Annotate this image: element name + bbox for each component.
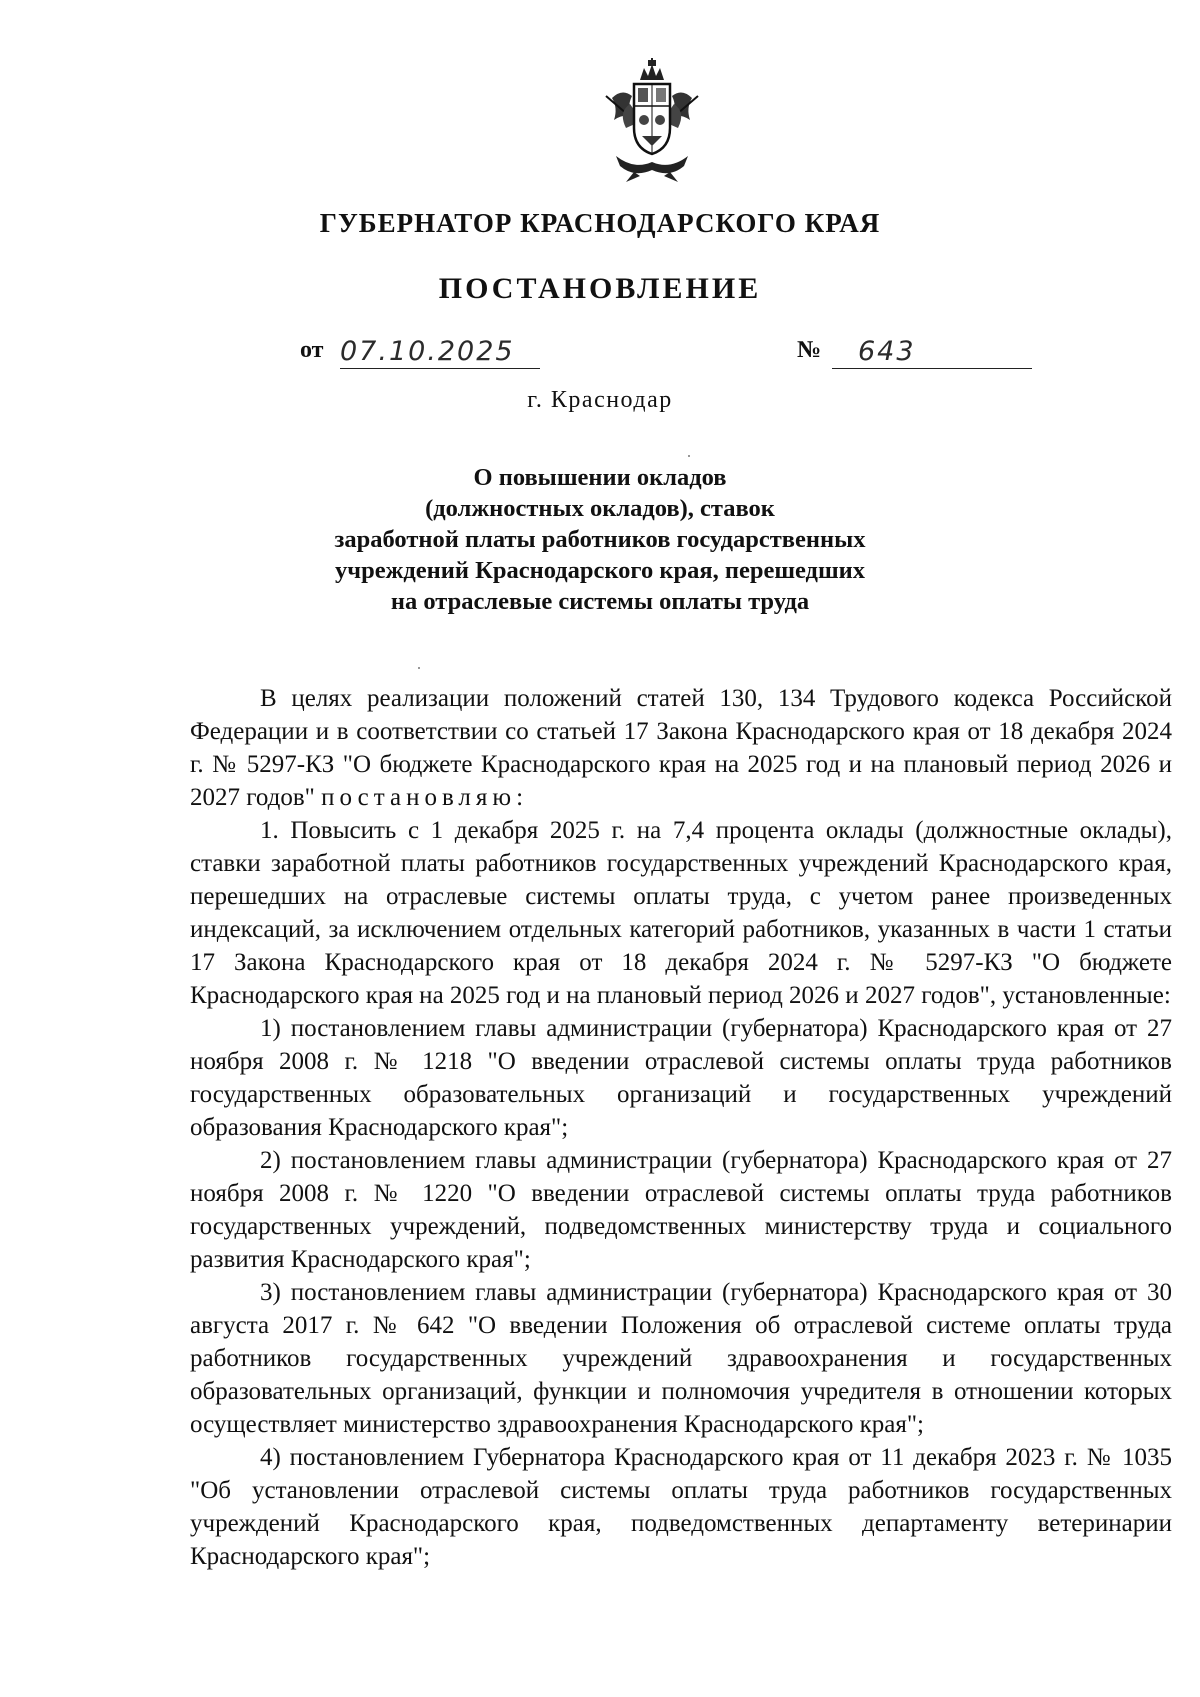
handwritten-number: 643 (858, 336, 916, 367)
number-field (832, 336, 1032, 369)
item-1: 1. Повысить с 1 декабря 2025 г. на 7,4 процента оклады (должностные оклады), ставки заработной платы работников государственных учреждений Краснодарского края, перешедших на отраслевые системы оплаты труда, с учетом ранее произведенных индексаций, за исключением отдельных категорий работников, указанных в части 1 статьи 17 Закона Краснодарского края от 18 декабря 2024 г. № 5297-КЗ "О бюджете Краснодарского края на 2025 год и на плановый период 2026 и 2027 годов", установленные: (190, 817, 1172, 1009)
document-body (190, 682, 1172, 1573)
scan-speck (418, 667, 420, 669)
preamble-paragraph (190, 682, 1172, 814)
date-prefix: от (300, 337, 324, 363)
document-subject (300, 462, 900, 617)
document-type: ПОСТАНОВЛЕНИЕ (438, 272, 762, 305)
issuing-authority: ГУБЕРНАТОР КРАСНОДАРСКОГО КРАЯ (319, 208, 881, 238)
subitem-3: 3) постановлением главы администрации (губернатора) Краснодарского края от 30 августа 2017 г. № 642 "О введении Положения об отраслевой системе оплаты труда работников государственных учреждений здравоохранения и государственных образовательных организаций, функции и полномочия учредителя в отношении которых осуществляет министерство здравоохранения Краснодарского края"; (190, 1279, 1172, 1438)
subitem-4: 4) постановлением Губернатора Краснодарского края от 11 декабря 2023 г. № 1035 "Об установлении отраслевой системы оплаты труда работников государственных учреждений Краснодарского края, подведомственных департаменту ветеринарии Краснодарского края"; (190, 1444, 1172, 1570)
date-field (340, 336, 540, 369)
subject-line: О повышении окладов (473, 464, 727, 491)
handwritten-date: 07.10.2025 (340, 336, 515, 367)
subject-line: на отраслевые системы оплаты труда (390, 588, 810, 615)
subitem-1: 1) постановлением главы администрации (губернатора) Краснодарского края от 27 ноября 2008 г. № 1218 "О введении отраслевой системы оплаты труда работников государственных образовательных организаций и государственных учреждений образования Краснодарского края"; (190, 1015, 1172, 1141)
preamble-text: В целях реализации положений статей 130, 134 Трудового кодекса Российской Федерации и в соответствии со статьей 17 Закона Краснодарского края от 18 декабря 2024 г. № 5297-КЗ "О бюджете Краснодарского края на 2025 год и на плановый период 2026 и 2027 годов" (190, 685, 1172, 811)
subject-line: учреждений Краснодарского края, перешедших (335, 557, 865, 584)
subject-line: заработной платы работников государственных (334, 526, 866, 553)
city: г. Краснодар (527, 387, 673, 413)
scan-speck (688, 455, 690, 457)
decree-word: постановляю: (321, 784, 529, 811)
number-prefix: № (797, 337, 822, 363)
subitem-2: 2) постановлением главы администрации (губернатора) Краснодарского края от 27 ноября 2008 г. № 1220 "О введении отраслевой системы оплаты труда работников государственных учреждений, подведомственных министерству труда и социального развития Краснодарского края"; (190, 1147, 1172, 1273)
krasnodar-krai-coat-of-arms-icon (604, 58, 700, 184)
subject-line: (должностных окладов), ставок (425, 495, 775, 522)
